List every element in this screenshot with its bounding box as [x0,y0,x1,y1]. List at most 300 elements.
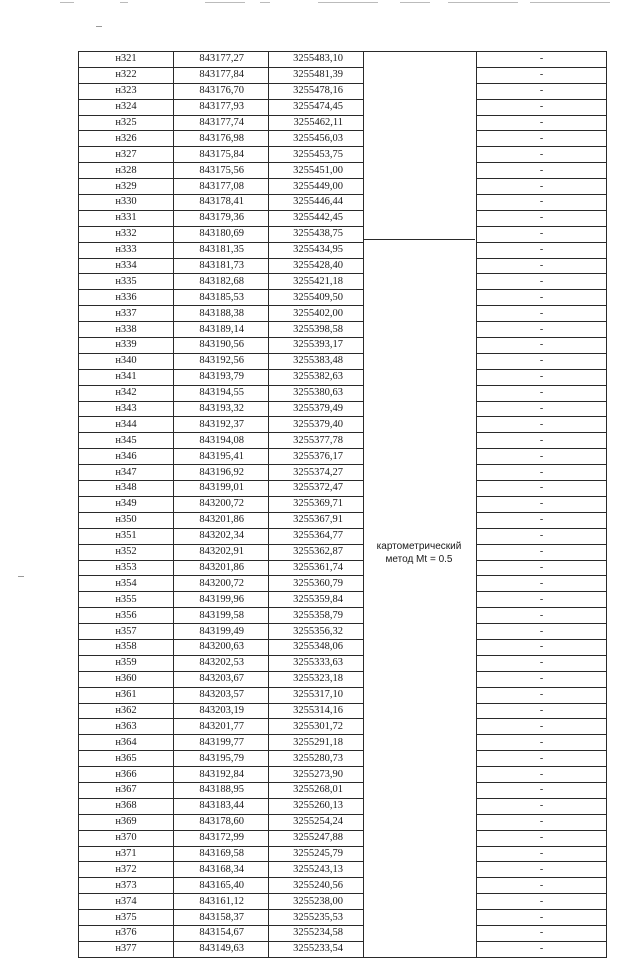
x-coordinate-cell: 843182,68 [174,274,269,290]
method-cell [364,624,477,640]
precision-cell: - [477,878,607,894]
precision-cell: - [477,576,607,592]
method-cell [364,353,477,369]
method-cell [364,465,477,481]
method-cell [364,131,477,147]
table-row [79,195,607,211]
x-coordinate-cell: 843190,56 [174,338,269,354]
precision-cell: - [477,719,607,735]
table-row [79,115,607,131]
table-row [79,512,607,528]
method-cell [364,608,477,624]
precision-cell: - [477,814,607,830]
precision-cell: - [477,925,607,941]
y-coordinate-cell: 3255451,00 [269,163,364,179]
table-row [79,449,607,465]
table-row [79,798,607,814]
table-row [79,719,607,735]
y-coordinate-cell: 3255273,90 [269,767,364,783]
method-cell [364,306,477,322]
method-cell [364,401,477,417]
table-row [79,767,607,783]
table-row [79,830,607,846]
point-id-cell: н326 [79,131,174,147]
precision-cell: - [477,338,607,354]
x-coordinate-cell: 843199,58 [174,608,269,624]
method-label-line-1: картометрический [376,541,462,552]
precision-cell: - [477,846,607,862]
method-cell [364,242,477,258]
y-coordinate-cell: 3255456,03 [269,131,364,147]
table-row [79,290,607,306]
y-coordinate-cell: 3255356,32 [269,624,364,640]
y-coordinate-cell: 3255402,00 [269,306,364,322]
method-cell [364,258,477,274]
x-coordinate-cell: 843200,63 [174,639,269,655]
point-id-cell: н374 [79,894,174,910]
point-id-cell: н365 [79,751,174,767]
x-coordinate-cell: 843176,98 [174,131,269,147]
table-row [79,894,607,910]
method-cell [364,512,477,528]
point-id-cell: н349 [79,496,174,512]
method-cell [364,814,477,830]
precision-cell: - [477,910,607,926]
point-id-cell: н342 [79,385,174,401]
method-cell [364,894,477,910]
point-id-cell: н343 [79,401,174,417]
method-cell [364,163,477,179]
x-coordinate-cell: 843192,37 [174,417,269,433]
x-coordinate-cell: 843177,27 [174,52,269,68]
table-row [79,306,607,322]
method-cell [364,910,477,926]
x-coordinate-cell: 843199,96 [174,592,269,608]
precision-cell: - [477,322,607,338]
method-cell [364,639,477,655]
method-cell [364,703,477,719]
x-coordinate-cell: 843188,95 [174,782,269,798]
point-id-cell: н321 [79,52,174,68]
method-cell [364,290,477,306]
precision-cell: - [477,798,607,814]
table-row [79,782,607,798]
point-id-cell: н323 [79,83,174,99]
table-row [79,751,607,767]
method-cell [364,322,477,338]
x-coordinate-cell: 843179,36 [174,210,269,226]
table-row [79,639,607,655]
x-coordinate-cell: 843201,77 [174,719,269,735]
method-cell [364,655,477,671]
point-id-cell: н338 [79,322,174,338]
point-id-cell: н346 [79,449,174,465]
method-cell [364,878,477,894]
y-coordinate-cell: 3255362,87 [269,544,364,560]
point-id-cell: н357 [79,624,174,640]
precision-cell: - [477,226,607,242]
point-id-cell: н325 [79,115,174,131]
x-coordinate-cell: 843194,55 [174,385,269,401]
point-id-cell: н354 [79,576,174,592]
coordinates-table [78,51,607,958]
precision-cell: - [477,274,607,290]
y-coordinate-cell: 3255323,18 [269,671,364,687]
y-coordinate-cell: 3255377,78 [269,433,364,449]
point-id-cell: н376 [79,925,174,941]
method-cell [364,496,477,512]
method-cell [364,671,477,687]
method-cell [364,338,477,354]
table-row [79,687,607,703]
y-coordinate-cell: 3255333,63 [269,655,364,671]
method-cell [364,592,477,608]
y-coordinate-cell: 3255380,63 [269,385,364,401]
y-coordinate-cell: 3255379,40 [269,417,364,433]
point-id-cell: н372 [79,862,174,878]
y-coordinate-cell: 3255235,53 [269,910,364,926]
method-cell [364,67,477,83]
y-coordinate-cell: 3255317,10 [269,687,364,703]
x-coordinate-cell: 843177,08 [174,179,269,195]
point-id-cell: н358 [79,639,174,655]
table-row [79,846,607,862]
y-coordinate-cell: 3255446,44 [269,195,364,211]
y-coordinate-cell: 3255359,84 [269,592,364,608]
table-row [79,703,607,719]
table-row [79,353,607,369]
method-cell [364,433,477,449]
x-coordinate-cell: 843178,60 [174,814,269,830]
method-cell [364,751,477,767]
precision-cell: - [477,306,607,322]
precision-cell: - [477,624,607,640]
x-coordinate-cell: 843192,84 [174,767,269,783]
y-coordinate-cell: 3255369,71 [269,496,364,512]
precision-cell: - [477,52,607,68]
precision-cell: - [477,560,607,576]
method-divider-line [363,239,475,240]
method-cell [364,767,477,783]
method-cell [364,195,477,211]
point-id-cell: н337 [79,306,174,322]
method-cell [364,830,477,846]
point-id-cell: н362 [79,703,174,719]
y-coordinate-cell: 3255442,45 [269,210,364,226]
point-id-cell: н327 [79,147,174,163]
precision-cell: - [477,417,607,433]
precision-cell: - [477,830,607,846]
y-coordinate-cell: 3255240,56 [269,878,364,894]
y-coordinate-cell: 3255301,72 [269,719,364,735]
table-row [79,131,607,147]
point-id-cell: н340 [79,353,174,369]
table-row [79,385,607,401]
x-coordinate-cell: 843189,14 [174,322,269,338]
point-id-cell: н375 [79,910,174,926]
table-row [79,369,607,385]
x-coordinate-cell: 843161,12 [174,894,269,910]
y-coordinate-cell: 3255383,48 [269,353,364,369]
y-coordinate-cell: 3255260,13 [269,798,364,814]
x-coordinate-cell: 843203,19 [174,703,269,719]
point-id-cell: н322 [79,67,174,83]
point-id-cell: н356 [79,608,174,624]
point-id-cell: н373 [79,878,174,894]
y-coordinate-cell: 3255376,17 [269,449,364,465]
point-id-cell: н336 [79,290,174,306]
x-coordinate-cell: 843177,93 [174,99,269,115]
point-id-cell: н370 [79,830,174,846]
point-id-cell: н371 [79,846,174,862]
x-coordinate-cell: 843200,72 [174,576,269,592]
y-coordinate-cell: 3255449,00 [269,179,364,195]
point-id-cell: н335 [79,274,174,290]
precision-cell: - [477,115,607,131]
x-coordinate-cell: 843180,69 [174,226,269,242]
table-row [79,814,607,830]
table-row [79,99,607,115]
method-cell [364,735,477,751]
method-cell [364,941,477,957]
method-cell [364,687,477,703]
method-cell [364,274,477,290]
table-row [79,210,607,226]
precision-cell: - [477,528,607,544]
precision-cell: - [477,496,607,512]
point-id-cell: н368 [79,798,174,814]
point-id-cell: н344 [79,417,174,433]
point-id-cell: н360 [79,671,174,687]
table-row [79,481,607,497]
point-id-cell: н361 [79,687,174,703]
table-row [79,242,607,258]
method-cell [364,576,477,592]
method-cell [364,385,477,401]
x-coordinate-cell: 843158,37 [174,910,269,926]
point-id-cell: н324 [79,99,174,115]
point-id-cell: н350 [79,512,174,528]
y-coordinate-cell: 3255409,50 [269,290,364,306]
x-coordinate-cell: 843192,56 [174,353,269,369]
precision-cell: - [477,751,607,767]
precision-cell: - [477,767,607,783]
y-coordinate-cell: 3255243,13 [269,862,364,878]
point-id-cell: н347 [79,465,174,481]
x-coordinate-cell: 843203,67 [174,671,269,687]
table-row [79,655,607,671]
x-coordinate-cell: 843168,34 [174,862,269,878]
margin-mark [18,576,24,577]
x-coordinate-cell: 843193,79 [174,369,269,385]
precision-cell: - [477,592,607,608]
y-coordinate-cell: 3255234,58 [269,925,364,941]
table-row [79,274,607,290]
precision-cell: - [477,401,607,417]
table-row [79,226,607,242]
precision-cell: - [477,894,607,910]
point-id-cell: н364 [79,735,174,751]
table-row [79,52,607,68]
point-id-cell: н328 [79,163,174,179]
method-cell [364,846,477,862]
table-row [79,560,607,576]
x-coordinate-cell: 843195,41 [174,449,269,465]
x-coordinate-cell: 843200,72 [174,496,269,512]
point-id-cell: н366 [79,767,174,783]
y-coordinate-cell: 3255382,63 [269,369,364,385]
precision-cell: - [477,67,607,83]
point-id-cell: н367 [79,782,174,798]
table-row [79,592,607,608]
point-id-cell: н329 [79,179,174,195]
x-coordinate-cell: 843201,86 [174,560,269,576]
x-coordinate-cell: 843178,41 [174,195,269,211]
x-coordinate-cell: 843195,79 [174,751,269,767]
precision-cell: - [477,195,607,211]
x-coordinate-cell: 843193,32 [174,401,269,417]
x-coordinate-cell: 843196,92 [174,465,269,481]
y-coordinate-cell: 3255434,95 [269,242,364,258]
x-coordinate-cell: 843202,34 [174,528,269,544]
precision-cell: - [477,608,607,624]
precision-cell: - [477,385,607,401]
method-cell [364,782,477,798]
precision-cell: - [477,735,607,751]
point-id-cell: н332 [79,226,174,242]
precision-cell: - [477,671,607,687]
y-coordinate-cell: 3255314,16 [269,703,364,719]
point-id-cell: н353 [79,560,174,576]
method-cell [364,369,477,385]
y-coordinate-cell: 3255291,18 [269,735,364,751]
x-coordinate-cell: 843202,53 [174,655,269,671]
y-coordinate-cell: 3255233,54 [269,941,364,957]
method-label [363,540,475,566]
precision-cell: - [477,512,607,528]
y-coordinate-cell: 3255421,18 [269,274,364,290]
precision-cell: - [477,99,607,115]
method-cell [364,147,477,163]
table-row [79,338,607,354]
table-row [79,544,607,560]
table-row [79,465,607,481]
y-coordinate-cell: 3255379,49 [269,401,364,417]
precision-cell: - [477,210,607,226]
x-coordinate-cell: 843188,38 [174,306,269,322]
point-id-cell: н331 [79,210,174,226]
x-coordinate-cell: 843175,56 [174,163,269,179]
point-id-cell: н377 [79,941,174,957]
point-id-cell: н334 [79,258,174,274]
precision-cell: - [477,242,607,258]
table-row [79,576,607,592]
precision-cell: - [477,258,607,274]
precision-cell: - [477,465,607,481]
precision-cell: - [477,147,607,163]
table-row [79,671,607,687]
y-coordinate-cell: 3255478,16 [269,83,364,99]
y-coordinate-cell: 3255367,91 [269,512,364,528]
point-id-cell: н339 [79,338,174,354]
x-coordinate-cell: 843201,86 [174,512,269,528]
precision-cell: - [477,353,607,369]
x-coordinate-cell: 843165,40 [174,878,269,894]
table-row [79,878,607,894]
point-id-cell: н351 [79,528,174,544]
point-id-cell: н348 [79,481,174,497]
precision-cell: - [477,544,607,560]
precision-cell: - [477,639,607,655]
point-id-cell: н355 [79,592,174,608]
x-coordinate-cell: 843172,99 [174,830,269,846]
method-cell [364,210,477,226]
y-coordinate-cell: 3255398,58 [269,322,364,338]
precision-cell: - [477,655,607,671]
coordinates-table-body [79,52,607,958]
precision-cell: - [477,179,607,195]
y-coordinate-cell: 3255268,01 [269,782,364,798]
x-coordinate-cell: 843177,84 [174,67,269,83]
precision-cell: - [477,163,607,179]
table-row [79,925,607,941]
x-coordinate-cell: 843181,73 [174,258,269,274]
precision-cell: - [477,703,607,719]
precision-cell: - [477,481,607,497]
table-row [79,910,607,926]
method-cell [364,719,477,735]
table-row [79,401,607,417]
table-row [79,417,607,433]
point-id-cell: н341 [79,369,174,385]
method-cell [364,481,477,497]
y-coordinate-cell: 3255364,77 [269,528,364,544]
method-cell [364,179,477,195]
table-row [79,179,607,195]
precision-cell: - [477,131,607,147]
method-cell [364,798,477,814]
method-cell [364,862,477,878]
y-coordinate-cell: 3255483,10 [269,52,364,68]
table-row [79,322,607,338]
point-id-cell: н363 [79,719,174,735]
y-coordinate-cell: 3255453,75 [269,147,364,163]
method-cell [364,115,477,131]
point-id-cell: н369 [79,814,174,830]
y-coordinate-cell: 3255438,75 [269,226,364,242]
point-id-cell: н352 [79,544,174,560]
x-coordinate-cell: 843199,49 [174,624,269,640]
x-coordinate-cell: 843154,67 [174,925,269,941]
y-coordinate-cell: 3255462,11 [269,115,364,131]
precision-cell: - [477,449,607,465]
method-cell [364,925,477,941]
table-row [79,624,607,640]
y-coordinate-cell: 3255372,47 [269,481,364,497]
point-id-cell: н345 [79,433,174,449]
table-row [79,496,607,512]
y-coordinate-cell: 3255474,45 [269,99,364,115]
method-cell [364,99,477,115]
x-coordinate-cell: 843199,77 [174,735,269,751]
precision-cell: - [477,369,607,385]
table-row [79,862,607,878]
method-cell [364,449,477,465]
x-coordinate-cell: 843194,08 [174,433,269,449]
margin-mark [96,26,102,27]
y-coordinate-cell: 3255481,39 [269,67,364,83]
y-coordinate-cell: 3255428,40 [269,258,364,274]
